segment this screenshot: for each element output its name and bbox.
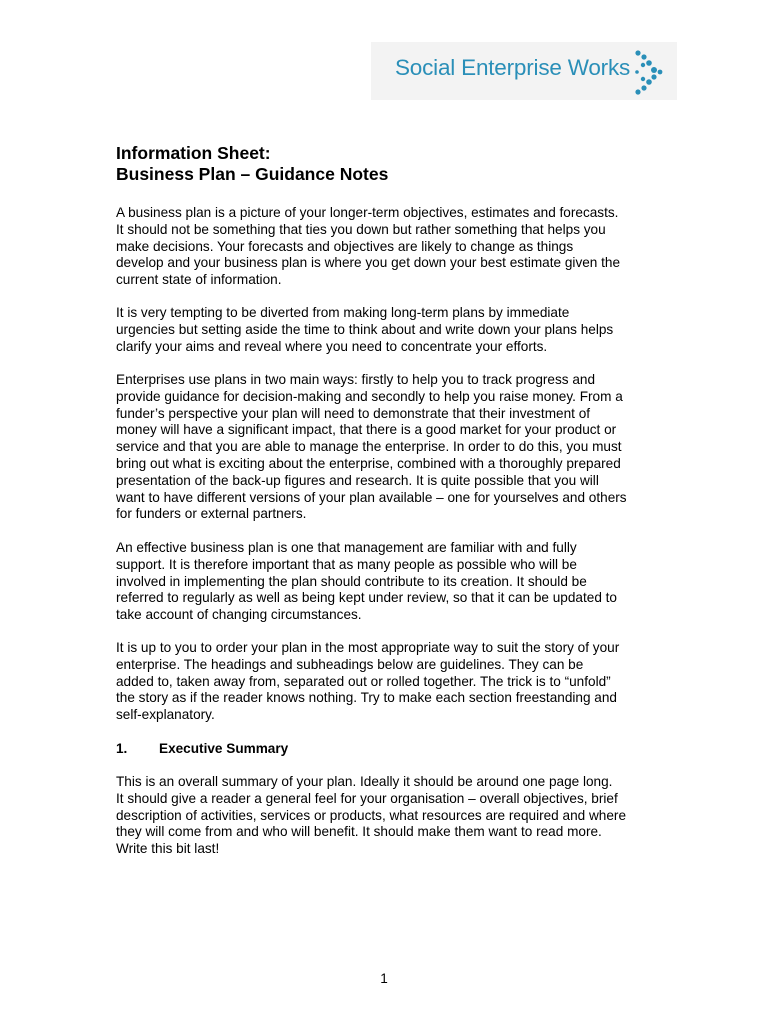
title-line-1: Information Sheet:: [116, 143, 271, 163]
text-line: support. It is therefore important that as many people as possible who will be: [116, 556, 577, 572]
text-line: take account of changing circumstances.: [116, 607, 362, 623]
text-line: It is up to you to order your plan in the most appropriate way to suit the story of your: [116, 640, 620, 655]
section-number: 1.: [116, 741, 128, 756]
logo-text: Social Enterprise Works: [395, 55, 631, 80]
text-line: provide guidance for decision-making and secondly to help you raise money. From a: [116, 388, 623, 404]
page-title: [116, 143, 388, 185]
text-line: It should not be something that ties you down but rather something that helps you: [116, 221, 606, 237]
text-line: It should give a reader a general feel for your organisation – overall objectives, brief: [116, 790, 618, 806]
text-line: money will have a significant impact, that there is a good market for your product or: [116, 422, 617, 438]
paragraph-1: [116, 205, 656, 289]
dots-chevron-icon: [634, 48, 666, 96]
text-line: want to have different versions of your plan available – one for yourselves and others: [116, 489, 627, 505]
paragraph-5: [116, 640, 656, 724]
page-number: 1: [380, 971, 388, 986]
text-line: current state of information.: [116, 272, 282, 288]
text-line: service and that you are able to manage the enterprise. In order to do this, you must: [116, 439, 622, 455]
text-line: funder’s perspective your plan will need to demonstrate that their investment of: [116, 405, 591, 421]
section-title: Executive Summary: [159, 741, 289, 756]
text-line: Write this bit last!: [116, 841, 220, 857]
text-line: develop and your business plan is where you get down your best estimate given the: [116, 255, 621, 271]
text-line: Enterprises use plans in two main ways: firstly to help you to track progress and: [116, 372, 596, 387]
text-line: presentation of the back-up figures and research. It is quite possible that you will: [116, 472, 599, 488]
text-line: make decisions. Your forecasts and objectives are likely to change as things: [116, 238, 574, 254]
text-line: bring out what is exciting about the enterprise, combined with a thoroughly prepared: [116, 455, 621, 471]
text-line: description of activities, services or products, what resources are required and where: [116, 807, 627, 823]
text-line: This is an overall summary of your plan. Ideally it should be around one page long.: [116, 774, 613, 789]
text-line: self-explanatory.: [116, 707, 215, 723]
text-line: for funders or external partners.: [116, 506, 307, 522]
text-line: urgencies but setting aside the time to think about and write down your plans helps: [116, 321, 614, 337]
text-line: they will come from and who will benefit. It should make them want to read more.: [116, 824, 602, 840]
text-line: added to, taken away from, separated out or rolled together. The trick is to “unfold”: [116, 673, 611, 689]
logo: [371, 42, 677, 100]
paragraph-3: [116, 372, 656, 523]
section-heading: [116, 741, 288, 758]
text-line: An effective business plan is one that management are familiar with and fully: [116, 540, 577, 555]
text-line: It is very tempting to be diverted from making long-term plans by immediate: [116, 305, 570, 320]
title-line-2: Business Plan – Guidance Notes: [116, 164, 389, 184]
paragraph-4: [116, 540, 656, 624]
paragraph-2: [116, 305, 656, 355]
text-line: involved in implementing the plan should contribute to its creation. It should be: [116, 573, 587, 589]
text-line: the story as if the reader knows nothing. Try to make each section freestanding and: [116, 690, 617, 706]
text-line: enterprise. The headings and subheadings below are guidelines. They can be: [116, 656, 584, 672]
section-1-body: [116, 774, 656, 858]
text-line: clarify your aims and reveal where you need to concentrate your efforts.: [116, 338, 548, 354]
text-line: referred to regularly as well as being kept under review, so that it can be updated to: [116, 590, 617, 606]
text-line: A business plan is a picture of your longer-term objectives, estimates and forecasts.: [116, 205, 619, 220]
